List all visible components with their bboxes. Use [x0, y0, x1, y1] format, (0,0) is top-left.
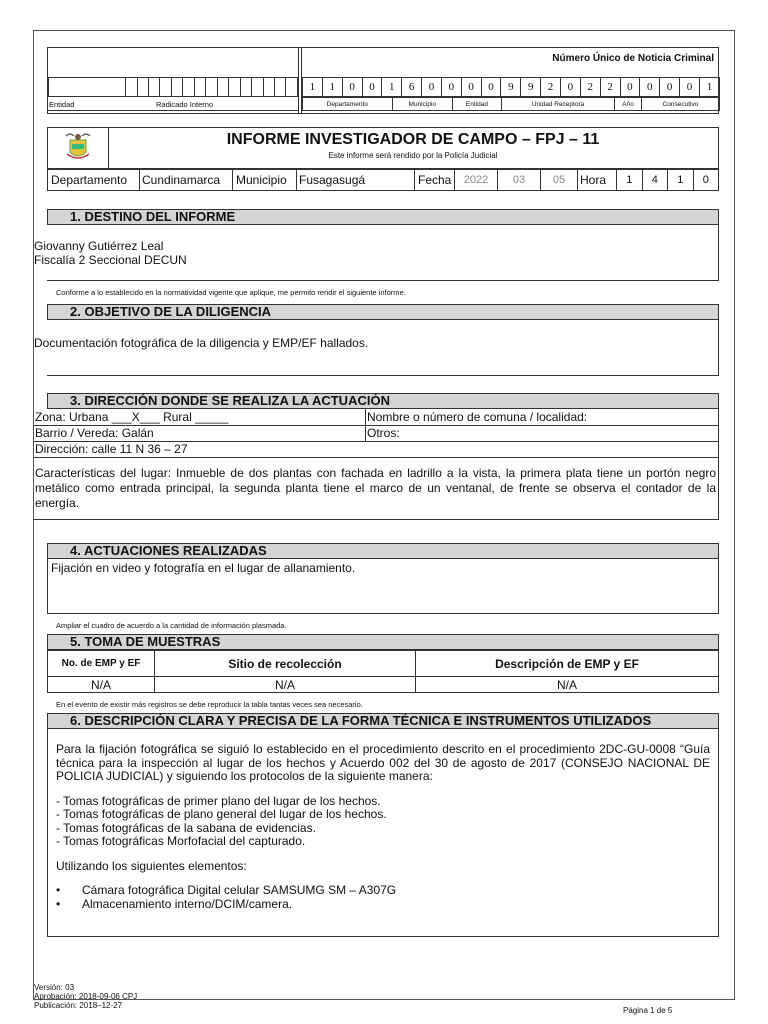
list-item: - Tomas fotográficas de la sabana de evidencias.: [56, 820, 316, 835]
nunc-digit: 0: [362, 78, 382, 97]
radicado-cell: [274, 78, 285, 97]
nunc-digit: 0: [560, 78, 580, 97]
radicado-cell: [49, 78, 126, 97]
nunc-digit: 6: [402, 78, 422, 97]
muestras-col-header: No. de EMP y EF: [48, 651, 155, 677]
departamento-label: Departamento: [48, 170, 140, 191]
muestras-col-header: Sitio de recolección: [155, 651, 416, 677]
nunc-digit: 9: [521, 78, 541, 97]
document-page: [33, 30, 735, 1015]
comuna-field: Nombre o número de comuna / localidad:: [366, 409, 719, 425]
list-item: - Tomas fotográficas de primer plano del lugar de los hechos.: [56, 793, 381, 808]
section-6-heading: 6. DESCRIPCIÓN CLARA Y PRECISA DE LA FORMA TÉCNICA E INSTRUMENTOS UTILIZADOS: [47, 713, 719, 729]
nunc-digit: 0: [620, 78, 640, 97]
muestras-col-header: Descripción de EMP y EF: [416, 651, 719, 677]
hora-digit: 0: [693, 170, 719, 191]
fecha-month: 03: [498, 170, 541, 191]
radicado-cell: [286, 78, 298, 97]
departamento-value: Cundinamarca: [140, 170, 233, 191]
nunc-digit: 0: [660, 78, 680, 97]
radicado-cell: [263, 78, 274, 97]
zona-field: Zona: Urbana ___X___ Rural _____: [34, 409, 366, 425]
nunc-digit: 2: [541, 78, 561, 97]
list-item: - Tomas fotográficas Morfofacial del capturado.: [56, 834, 306, 848]
fecha-day: 05: [541, 170, 578, 191]
nunc-label: Entidad: [452, 98, 501, 111]
nunc-label: Año: [615, 98, 642, 111]
radicado-grid: [48, 77, 298, 97]
nunc-label: Unidad Receptora: [501, 98, 614, 111]
objetivo-text: Documentación fotográfica de la diligencia y EMP/EF hallados.: [34, 336, 369, 350]
nunc-label-grid: [302, 97, 720, 111]
nunc-title: Número Único de Noticia Criminal: [552, 53, 714, 64]
section-4-note: Ampliar el cuadro de acuerdo a la cantidad de información plasmada.: [56, 621, 287, 630]
nunc-digit: 0: [461, 78, 481, 97]
radicado-cell: [160, 78, 171, 97]
hora-digit: 4: [642, 170, 668, 191]
colombia-coat-of-arms-icon: [48, 128, 109, 168]
section-6-body: [47, 729, 719, 937]
radicado-cell: [194, 78, 205, 97]
nunc-digit: 0: [342, 78, 362, 97]
tomas-list: [56, 795, 710, 849]
section-5-heading: 5. TOMA DE MUESTRAS: [47, 634, 719, 650]
hora-digit: 1: [668, 170, 694, 191]
barrio-field: Barrio / Vereda: Galán: [34, 425, 366, 441]
form-title: INFORME INVESTIGADOR DE CAMPO – FPJ – 11: [226, 131, 600, 148]
caracteristicas-field: Características del lugar: Inmueble de dos plantas con fachada en ladrillo a la vista, la primera plata tiene un portón negro metálico como entrada principal, la segunda planta tiene el marco de un ventanal, de frente se observa el contador de la energía.: [34, 457, 719, 519]
municipio-label: Municipio: [233, 170, 297, 191]
elements-list: [56, 884, 710, 911]
footer-publication-text: Publicación: 2018–12-27: [34, 1001, 123, 1010]
radicado-cell: [137, 78, 148, 97]
list-item: Cámara fotográfica Digital celular SAMSUMG SM – A307G: [82, 883, 397, 897]
list-item: Almacenamiento interno/DCIM/camera.: [82, 896, 293, 911]
footer-version: [34, 983, 137, 1010]
otros-field: Otros:: [366, 425, 719, 441]
page-number: Página 1 de 5: [623, 1006, 673, 1015]
nunc-digit: 0: [680, 78, 700, 97]
radicado-cell: [206, 78, 217, 97]
form-title-box: [47, 127, 719, 169]
location-row: [47, 169, 719, 191]
section-3-heading: 3. DIRECCIÓN DONDE SE REALIZA LA ACTUACIÓN: [47, 393, 719, 409]
footer-version-text: Versión: 03: [34, 983, 75, 992]
form-subtitle: Este informe será rendido por la Policía Judicial: [328, 151, 498, 160]
section-4-body: [47, 559, 719, 614]
nunc-digit: 2: [600, 78, 620, 97]
radicado-label: Radicado Interno: [156, 100, 214, 109]
section-2-body: [34, 320, 719, 376]
nunc-digit: 0: [481, 78, 501, 97]
hora-digit: 1: [617, 170, 643, 191]
nunc-digit: 2: [580, 78, 600, 97]
section-4-heading: 4. ACTUACIONES REALIZADAS: [47, 543, 719, 559]
nunc-digit: 0: [422, 78, 442, 97]
direccion-field: Dirección: calle 11 N 36 – 27: [34, 441, 719, 457]
nunc-digit: 1: [322, 78, 342, 97]
radicado-cell: [252, 78, 263, 97]
fecha-year: 2022: [455, 170, 498, 191]
entidad-label: Entidad: [49, 100, 75, 109]
section-3-table: [34, 409, 719, 520]
municipio-value: Fusagasugá: [297, 170, 415, 191]
hora-label: Hora: [578, 170, 617, 191]
section-1-heading: 1. DESTINO DEL INFORME: [47, 209, 719, 225]
list-item: - Tomas fotográficas de plano general del lugar de los hechos.: [56, 807, 387, 821]
muestras-cell: N/A: [416, 677, 719, 693]
radicado-cell: [171, 78, 182, 97]
nunc-digit: 0: [441, 78, 461, 97]
radicado-cell: [148, 78, 159, 97]
nunc-header: [47, 47, 719, 114]
radicado-cell: [217, 78, 228, 97]
radicado-cell: [183, 78, 194, 97]
tecnica-paragraph: Para la fijación fotográfica se siguió lo establecido en el procedimiento descrito en el procedimiento 2DC-GU-0008 “Guía técnica para la inspección al lugar de los hechos y Acuerdo 002 del 30 de agosto de 2017 (CONSEJO NACIONAL DE POLICIA JUDICIAL) y siguiendo los protocolos de la siguiente manera:: [56, 742, 710, 783]
fecha-label: Fecha: [415, 170, 455, 191]
radicado-cell: [240, 78, 251, 97]
nunc-digit: 1: [699, 78, 719, 97]
muestras-cell: N/A: [48, 677, 155, 693]
section-1-note: Conforme a lo establecido en la normatividad vigente que aplique, me permito rendir el siguiente informe.: [56, 288, 406, 297]
section-2-heading: 2. OBJETIVO DE LA DILIGENCIA: [47, 304, 719, 320]
nunc-digit: 0: [640, 78, 660, 97]
elements-intro: Utilizando los siguientes elementos:: [56, 858, 247, 873]
nunc-label: Departamento: [303, 98, 393, 111]
nunc-digit: 9: [501, 78, 521, 97]
bullet-icon: •: [56, 896, 61, 911]
radicado-cell: [229, 78, 240, 97]
nunc-digit: 1: [382, 78, 402, 97]
nunc-label: Municipio: [392, 98, 452, 111]
actuaciones-text: Fijación en video y fotografía en el lugar de allanamiento.: [51, 561, 356, 575]
muestras-table: [47, 650, 719, 693]
section-5-note: En el evento de existir más registros se debe reproducir la tabla tantas veces sea necesario.: [56, 700, 363, 709]
section-1-body: [34, 225, 719, 281]
bullet-icon: •: [56, 883, 61, 897]
destino-name: Giovanny Gutiérrez Leal: [34, 239, 164, 253]
nunc-label: Consecutivo: [641, 98, 719, 111]
muestras-cell: N/A: [155, 677, 416, 693]
nunc-digit-grid: [302, 77, 720, 97]
radicado-cell: [126, 78, 137, 97]
footer-approval-text: Aprobación: 2018-09-06 CPJ: [34, 992, 138, 1001]
destino-office: Fiscalía 2 Seccional DECUN: [34, 253, 187, 267]
nunc-digit: 1: [303, 78, 323, 97]
